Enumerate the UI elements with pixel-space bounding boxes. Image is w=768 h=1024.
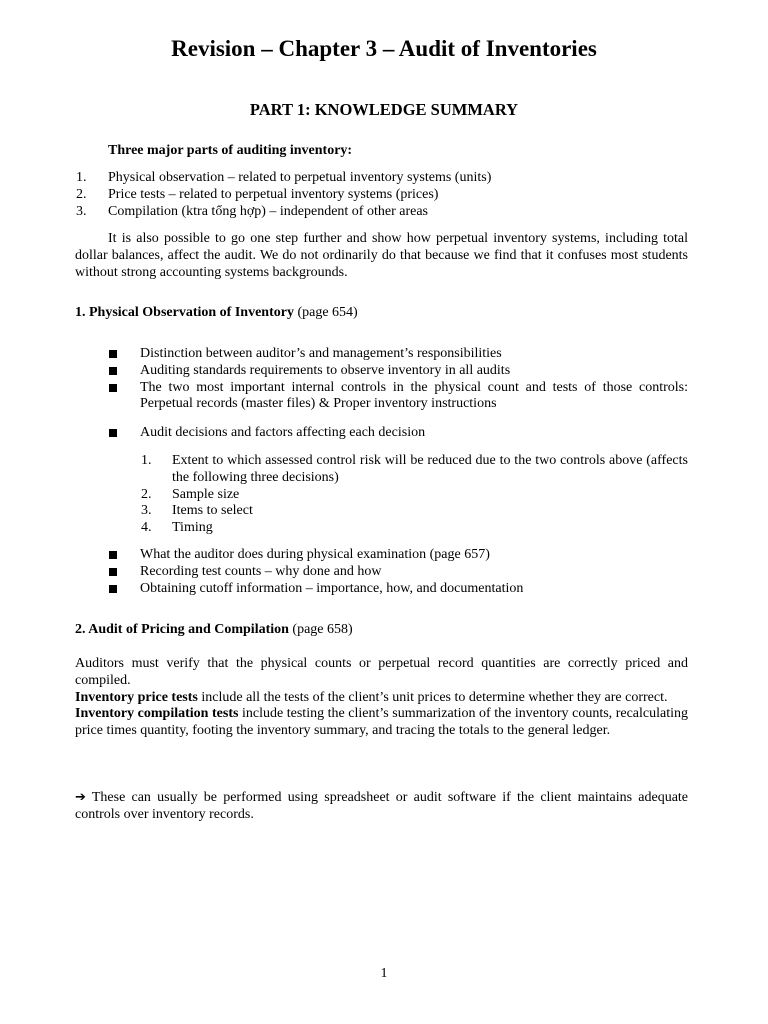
bullet-item: Audit decisions and factors affecting each decision	[75, 425, 688, 442]
decisions-list	[75, 453, 688, 537]
list-item: 1. Physical observation – related to perpetual inventory systems (units)	[76, 170, 492, 185]
list-item: 2. Price tests – related to perpetual inventory systems (prices)	[76, 186, 439, 202]
bullet-square-icon	[109, 350, 117, 358]
page-number: 1	[380, 966, 388, 981]
list-item: 1. Extent to which assessed control risk will be reduced due to the two controls above (affects the following three decisions)	[141, 453, 688, 485]
bullet-item: Obtaining cutoff information – importance, how, and documentation	[75, 581, 688, 598]
bullet-square-icon	[109, 429, 117, 437]
arrow-right-icon: ➔	[75, 790, 86, 805]
bullet-item: Distinction between auditor’s and management’s responsibilities	[75, 346, 688, 363]
compilation-tests-paragraph: Inventory compilation tests include testing the client’s summarization of the inventory counts, recalculating price times quantity, footing the inventory summary, and tracing the totals to the general ledger.	[75, 706, 688, 739]
section1-bullet-b	[75, 425, 688, 442]
section1-heading: 1. Physical Observation of Inventory (page 654)	[75, 305, 358, 320]
major-parts-list	[43, 170, 656, 220]
list-item: 3. Items to select	[141, 503, 253, 519]
price-tests-paragraph: Inventory price tests include all the tests of the client’s unit prices to determine whether they are correct.	[75, 689, 668, 705]
document-title: Revision – Chapter 3 – Audit of Inventories	[171, 36, 597, 61]
section1-bullets-c	[75, 547, 688, 597]
bullet-item: Recording test counts – why done and how	[75, 564, 688, 581]
bullet-square-icon	[109, 367, 117, 375]
section1-bullets-a	[75, 346, 688, 413]
section2-para1: Auditors must verify that the physical counts or perpetual record quantities are correctly priced and compiled.	[75, 656, 688, 688]
part-heading: PART 1: KNOWLEDGE SUMMARY	[249, 100, 519, 119]
major-parts-heading: Three major parts of auditing inventory:	[108, 143, 353, 158]
section2-body	[75, 656, 688, 740]
list-item: 2. Sample size	[141, 486, 240, 502]
arrow-note: ➔ These can usually be performed using spreadsheet or audit software if the client maintains adequate controls over inventory records.	[75, 790, 689, 822]
bullet-item: Auditing standards requirements to observe inventory in all audits	[75, 363, 688, 380]
intro-paragraph: It is also possible to go one step further and show how perpetual inventory systems, including total dollar balances, affect the audit. We do not ordinarily do that because we find that it confuses most students without strong accounting systems backgrounds.	[75, 231, 688, 280]
bullet-square-icon	[109, 551, 117, 559]
list-item: 3. Compilation (ktra tổng hợp) – independent of other areas	[76, 203, 428, 219]
bullet-square-icon	[109, 585, 117, 593]
bullet-square-icon	[109, 568, 117, 576]
bullet-item: What the auditor does during physical examination (page 657)	[75, 547, 688, 564]
bullet-item: The two most important internal controls in the physical count and tests of those controls: Perpetual records (master files) & Proper inventory instructions	[75, 380, 688, 414]
section2-heading: 2. Audit of Pricing and Compilation (page 658)	[75, 622, 353, 637]
bullet-square-icon	[109, 384, 117, 392]
list-item: 4. Timing	[141, 520, 213, 536]
